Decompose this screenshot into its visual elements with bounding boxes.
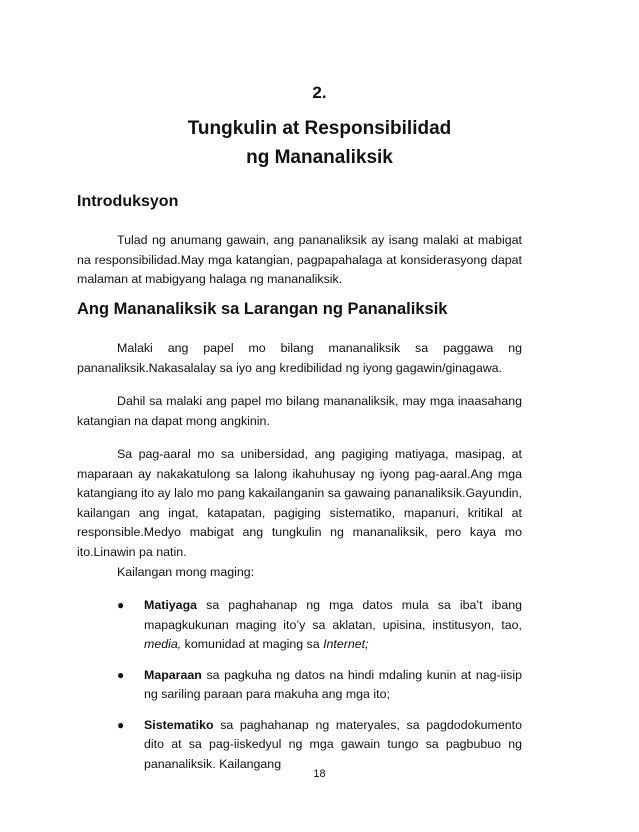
bullet-icon: ● [117, 598, 125, 612]
bullet-text-middle: komunidad at maging sa [181, 637, 324, 651]
bullet-text: sa pagkuha ng datos na hindi mdaling kunin at nag-iisip ng sariling paraan para makuha ang mga ito; [144, 667, 522, 701]
section-paragraph-2: Dahil sa malaki ang papel mo bilang mananaliksik, may mga inaasahang katangian na dapat mong angkinin. [77, 394, 522, 428]
section-paragraph-3: Sa pag-aaral mo sa unibersidad, ang pagiging matiyaga, masipag, at maparaan ay nakakatulong sa lalong ikahuhusay ng iyong pag-aaral.Ang mga katangiang ito ay lalo mo pang kakailanganin sa gawaing pananaliksik.Gayundin, kailangan ang ingat, katapatan, pagiging sistematiko, mapanuri, kritikal at responsible.Medyo mabigat ang tungkulin ng mananaliksik, pero kaya mo ito.Linawin pa natin. [77, 447, 522, 559]
bullet-italic: media, [144, 637, 182, 651]
bullet-text: sa paghahanap ng materyales, sa pagdodokumento dito at sa pag-iiskedyul ng mga gawain tungo sa pagbubuo ng pananaliksik. Kailangang [144, 717, 522, 771]
section-paragraph-1: Malaki ang papel mo bilang mananaliksik sa paggawa ng pananaliksik.Nakasalalay sa iyo ang kredibilidad ng iyong gagawin/ginagawa. [77, 341, 522, 375]
bullet-italic: Internet; [323, 637, 369, 651]
intro-heading: Introduksyon [77, 193, 179, 210]
bullet-term: Sistematiko [144, 717, 214, 732]
bullet-term: Matiyaga [144, 598, 198, 612]
list-item [117, 666, 522, 705]
bullet-lead-in: Kailangan mong maging: [117, 565, 255, 579]
bullet-icon: ● [117, 667, 125, 682]
chapter-title-line1: Tungkulin at Responsibilidad [187, 118, 452, 139]
list-item [117, 716, 522, 775]
page-number: 18 [313, 768, 326, 780]
chapter-number: 2. [312, 83, 327, 102]
list-item [117, 596, 522, 655]
bullet-icon: ● [117, 717, 125, 732]
bullet-term: Maparaan [144, 667, 202, 682]
qualities-list [117, 596, 522, 785]
intro-paragraph: Tulad ng anumang gawain, ang pananaliksik ay isang malaki at mabigat na responsibilidad.May mga katangian, pagpapahalaga at konsiderasyong dapat malaman at mabigyang halaga ng mananaliksik. [77, 233, 522, 286]
chapter-title-line2: ng Mananaliksik [246, 147, 393, 168]
section-heading: Ang Mananaliksik sa Larangan ng Pananaliksik [77, 300, 448, 318]
bullet-text: sa paghahanap ng mga datos mula sa iba’t ibang mapagkukunan maging ito’y sa aklatan, upisina, institusyon, tao, [144, 598, 522, 632]
